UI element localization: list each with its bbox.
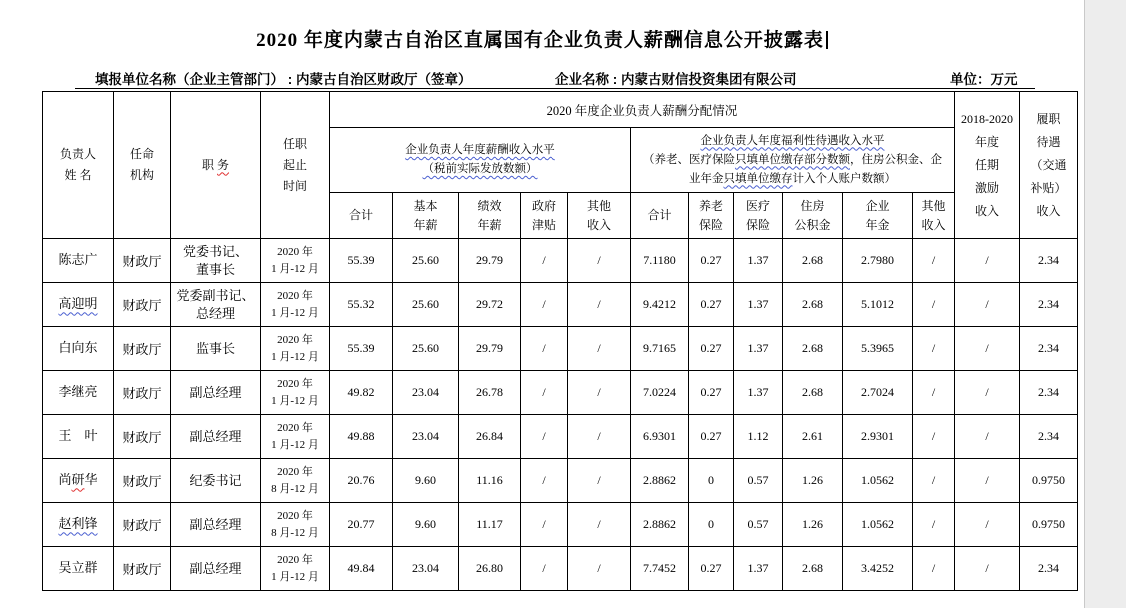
header-housing_fund: 住房 公积金: [783, 193, 843, 239]
cell-pension: 0.27: [689, 415, 734, 459]
cell-performance_salary: 26.78: [459, 371, 521, 415]
cell-other_welfare: /: [913, 327, 955, 371]
cell-annuity: 5.1012: [843, 283, 913, 327]
cell-duty_allowance: 2.34: [1020, 415, 1078, 459]
cell-duty_allowance: 2.34: [1020, 371, 1078, 415]
page-title: [0, 25, 1084, 52]
cell-gov_allowance: /: [521, 283, 568, 327]
cell-total_salary: 49.84: [330, 547, 393, 591]
cell-title: 副总经理: [171, 371, 261, 415]
cell-annuity: 2.9301: [843, 415, 913, 459]
cell-medical: 1.12: [734, 415, 783, 459]
page-title-text: 2020 年度内蒙古自治区直属国有企业负责人薪酬信息公开披露表: [256, 30, 824, 51]
cell-period: 2020 年 1 月-12 月: [261, 415, 330, 459]
cell-total_welfare: 9.4212: [631, 283, 689, 327]
cell-term_incentive: /: [955, 459, 1020, 503]
cell-other_income: /: [568, 371, 631, 415]
cell-gov_allowance: /: [521, 503, 568, 547]
header-other_income: 其他 收入: [568, 193, 631, 239]
header-gov_allowance: 政府 津贴: [521, 193, 568, 239]
header-annuity: 企业 年金: [843, 193, 913, 239]
cell-other_welfare: /: [913, 239, 955, 283]
cell-total_welfare: 7.7452: [631, 547, 689, 591]
cell-annuity: 2.7980: [843, 239, 913, 283]
cell-total_welfare: 7.1180: [631, 239, 689, 283]
cell-agency: 财政厅: [114, 503, 171, 547]
cell-term_incentive: /: [955, 239, 1020, 283]
cell-base_salary: 23.04: [393, 547, 459, 591]
header-welfare-income-group: 企业负责人年度福利性待遇收入水平 （养老、医疗保险只填单位缴存部分数额，住房公积金、企 业年金只填单位缴存计入个人账户数额）: [631, 128, 955, 193]
cell-housing_fund: 2.68: [783, 547, 843, 591]
cell-term_incentive: /: [955, 503, 1020, 547]
cell-medical: 1.37: [734, 547, 783, 591]
table-row: [43, 283, 1078, 327]
cell-other_income: /: [568, 547, 631, 591]
cell-duty_allowance: 0.9750: [1020, 503, 1078, 547]
cell-gov_allowance: /: [521, 239, 568, 283]
cell-performance_salary: 29.72: [459, 283, 521, 327]
cell-total_welfare: 2.8862: [631, 503, 689, 547]
cell-name: 吴立群: [43, 547, 114, 591]
cell-other_income: /: [568, 283, 631, 327]
salary-table: [42, 91, 1078, 591]
cell-other_welfare: /: [913, 371, 955, 415]
cell-performance_salary: 29.79: [459, 239, 521, 283]
cell-total_salary: 55.32: [330, 283, 393, 327]
cell-pension: 0.27: [689, 547, 734, 591]
cell-other_welfare: /: [913, 503, 955, 547]
header-total_welfare: 合计: [631, 193, 689, 239]
cell-medical: 1.37: [734, 371, 783, 415]
table-row: [43, 327, 1078, 371]
reporting-unit-label: 填报单位名称（企业主管部门） : 内蒙古自治区财政厅（签章）: [95, 72, 472, 87]
form-info-line: [75, 68, 1035, 89]
cell-duty_allowance: 2.34: [1020, 239, 1078, 283]
page-margin-strip: [1084, 0, 1126, 608]
cell-agency: 财政厅: [114, 459, 171, 503]
cell-agency: 财政厅: [114, 327, 171, 371]
cell-term_incentive: /: [955, 283, 1020, 327]
cell-period: 2020 年 1 月-12 月: [261, 327, 330, 371]
cell-other_income: /: [568, 327, 631, 371]
cell-term_incentive: /: [955, 327, 1020, 371]
header-performance_salary: 绩效 年薪: [459, 193, 521, 239]
cell-other_income: /: [568, 503, 631, 547]
cell-other_welfare: /: [913, 547, 955, 591]
cell-total_salary: 55.39: [330, 239, 393, 283]
cell-housing_fund: 2.68: [783, 239, 843, 283]
cell-medical: 0.57: [734, 459, 783, 503]
header-base_salary: 基本 年薪: [393, 193, 459, 239]
document-canvas[interactable]: [42, 91, 1078, 591]
cell-performance_salary: 11.17: [459, 503, 521, 547]
cell-period: 2020 年 1 月-12 月: [261, 239, 330, 283]
header-medical: 医疗 保险: [734, 193, 783, 239]
cell-pension: 0.27: [689, 327, 734, 371]
cell-base_salary: 25.60: [393, 327, 459, 371]
cell-total_salary: 20.76: [330, 459, 393, 503]
cell-base_salary: 25.60: [393, 239, 459, 283]
table-row: [43, 371, 1078, 415]
cell-agency: 财政厅: [114, 547, 171, 591]
cell-title: 党委书记、 董事长: [171, 239, 261, 283]
cell-total_salary: 49.88: [330, 415, 393, 459]
cell-medical: 1.37: [734, 327, 783, 371]
cell-other_income: /: [568, 459, 631, 503]
cell-total_salary: 20.77: [330, 503, 393, 547]
table-row: [43, 547, 1078, 591]
cell-annuity: 1.0562: [843, 459, 913, 503]
cell-term_incentive: /: [955, 415, 1020, 459]
cell-gov_allowance: /: [521, 371, 568, 415]
cell-pension: 0.27: [689, 371, 734, 415]
header-name: 负责人 姓 名: [43, 92, 114, 239]
cell-total_welfare: 2.8862: [631, 459, 689, 503]
cell-pension: 0.27: [689, 239, 734, 283]
cell-housing_fund: 2.68: [783, 327, 843, 371]
cell-performance_salary: 26.80: [459, 547, 521, 591]
cell-gov_allowance: /: [521, 415, 568, 459]
table-row: [43, 459, 1078, 503]
cell-medical: 1.37: [734, 239, 783, 283]
cell-total_welfare: 9.7165: [631, 327, 689, 371]
cell-annuity: 1.0562: [843, 503, 913, 547]
cell-gov_allowance: /: [521, 547, 568, 591]
table-row: [43, 415, 1078, 459]
cell-duty_allowance: 2.34: [1020, 283, 1078, 327]
cell-duty_allowance: 0.9750: [1020, 459, 1078, 503]
cell-total_salary: 49.82: [330, 371, 393, 415]
cell-period: 2020 年 1 月-12 月: [261, 283, 330, 327]
cell-pension: 0.27: [689, 283, 734, 327]
cell-medical: 1.37: [734, 283, 783, 327]
cell-duty_allowance: 2.34: [1020, 547, 1078, 591]
cell-name: 高迎明: [43, 283, 114, 327]
company-name-label: 企业名称 : 内蒙古财信投资集团有限公司: [555, 72, 797, 87]
cell-medical: 0.57: [734, 503, 783, 547]
header-agency: 任命 机构: [114, 92, 171, 239]
cell-performance_salary: 11.16: [459, 459, 521, 503]
cell-other_welfare: /: [913, 415, 955, 459]
table-row: [43, 503, 1078, 547]
cell-other_welfare: /: [913, 459, 955, 503]
cell-base_salary: 9.60: [393, 503, 459, 547]
header-title: 职 务: [171, 92, 261, 239]
cell-gov_allowance: /: [521, 459, 568, 503]
cell-agency: 财政厅: [114, 415, 171, 459]
cell-gov_allowance: /: [521, 327, 568, 371]
cell-period: 2020 年 1 月-12 月: [261, 371, 330, 415]
cell-title: 副总经理: [171, 415, 261, 459]
header-salary-distribution-group: 2020 年度企业负责人薪酬分配情况: [330, 92, 955, 128]
cell-other_income: /: [568, 239, 631, 283]
cell-period: 2020 年 8 月-12 月: [261, 459, 330, 503]
cell-performance_salary: 26.84: [459, 415, 521, 459]
cell-period: 2020 年 8 月-12 月: [261, 503, 330, 547]
cell-agency: 财政厅: [114, 239, 171, 283]
cell-other_income: /: [568, 415, 631, 459]
cell-name: 陈志广: [43, 239, 114, 283]
cell-agency: 财政厅: [114, 283, 171, 327]
cell-name: 尚研华: [43, 459, 114, 503]
table-row: [43, 239, 1078, 283]
cell-base_salary: 23.04: [393, 371, 459, 415]
cell-total_welfare: 7.0224: [631, 371, 689, 415]
cell-period: 2020 年 1 月-12 月: [261, 547, 330, 591]
cell-title: 纪委书记: [171, 459, 261, 503]
header-term_incentive: 2018-2020 年度 任期 激励 收入: [955, 92, 1020, 239]
cell-housing_fund: 2.68: [783, 371, 843, 415]
cell-term_incentive: /: [955, 547, 1020, 591]
header-duty_allowance: 履职 待遇 （交通 补贴） 收入: [1020, 92, 1078, 239]
cell-housing_fund: 2.68: [783, 283, 843, 327]
cell-base_salary: 25.60: [393, 283, 459, 327]
cell-base_salary: 23.04: [393, 415, 459, 459]
header-period: 任职 起止 时间: [261, 92, 330, 239]
header-pension: 养老 保险: [689, 193, 734, 239]
cell-title: 副总经理: [171, 547, 261, 591]
cell-agency: 财政厅: [114, 371, 171, 415]
cell-housing_fund: 1.26: [783, 459, 843, 503]
table-body: [43, 239, 1078, 591]
cell-title: 党委副书记、 总经理: [171, 283, 261, 327]
cell-pension: 0: [689, 503, 734, 547]
cell-name: 赵利锋: [43, 503, 114, 547]
cell-annuity: 3.4252: [843, 547, 913, 591]
cell-base_salary: 9.60: [393, 459, 459, 503]
cell-term_incentive: /: [955, 371, 1020, 415]
cell-annuity: 2.7024: [843, 371, 913, 415]
unit-label: 单位：万元: [950, 72, 1018, 87]
cell-pension: 0: [689, 459, 734, 503]
cell-housing_fund: 1.26: [783, 503, 843, 547]
cell-annuity: 5.3965: [843, 327, 913, 371]
text-cursor: [826, 31, 828, 49]
table-head: [43, 92, 1078, 239]
header-salary-income-group: 企业负责人年度薪酬收入水平 （税前实际发放数额）: [330, 128, 631, 193]
cell-title: 监事长: [171, 327, 261, 371]
cell-duty_allowance: 2.34: [1020, 327, 1078, 371]
cell-total_welfare: 6.9301: [631, 415, 689, 459]
cell-name: 白向东: [43, 327, 114, 371]
cell-title: 副总经理: [171, 503, 261, 547]
cell-other_welfare: /: [913, 283, 955, 327]
cell-name: 王 叶: [43, 415, 114, 459]
header-total_salary: 合计: [330, 193, 393, 239]
cell-total_salary: 55.39: [330, 327, 393, 371]
cell-name: 李继亮: [43, 371, 114, 415]
header-row-1: [43, 92, 1078, 128]
cell-performance_salary: 29.79: [459, 327, 521, 371]
cell-housing_fund: 2.61: [783, 415, 843, 459]
header-other_welfare: 其他 收入: [913, 193, 955, 239]
